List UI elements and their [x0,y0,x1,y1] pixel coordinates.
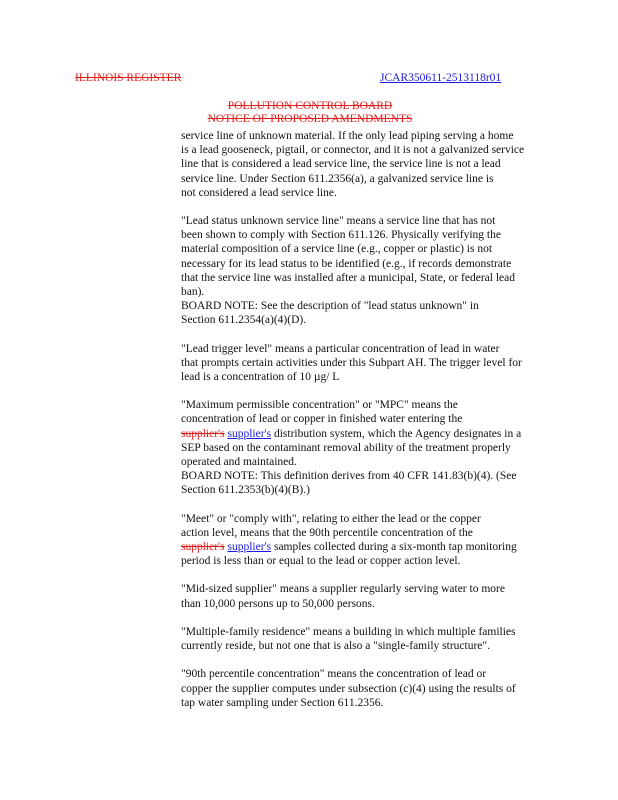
definition-90th-percentile [181,667,591,710]
text-line: been shown to comply with Section 611.126. Physically verifying the [181,229,501,242]
agency-heading [150,100,470,126]
paragraph-unknown-material [181,129,591,200]
text-line: "Multiple-family residence" means a building in which multiple families [181,625,516,638]
text-line: concentration of lead or copper in finished water entering the [181,413,463,426]
inserted-text: supplier's [227,541,272,554]
text-line: "Meet" or "comply with", relating to either the lead or the copper [181,512,481,525]
text-line: period is less than or equal to the lead or copper action level. [181,555,461,568]
definition-meet-comply [181,512,591,569]
text-line: copper the supplier computes under subsection (c)(4) using the results of [181,682,516,695]
text-line: "Mid-sized supplier" means a supplier regularly serving water to more [181,583,505,596]
text-line: necessary for its lead status to be identified (e.g., if records demonstrate [181,257,512,270]
definition-lead-status-unknown [181,214,591,328]
definition-mpc [181,398,591,497]
text-line: line that is considered a lead service line, the service line is not a lead [181,158,501,171]
board-note: BOARD NOTE: See the description of "lead status unknown" in [181,300,479,313]
board-note: BOARD NOTE: This definition derives from 40 CFR 141.83(b)(4). (See [181,470,517,483]
text-line: service line. Under Section 611.2356(a), a galvanized service line is [181,172,494,185]
text-line: that prompts certain activities under this Subpart AH. The trigger level for [181,356,522,369]
text-line: "Maximum permissible concentration" or "MPC" means the [181,399,458,412]
definition-multiple-family-residence [181,625,591,653]
text-line: lead is a concentration of 10 µg/ L [181,371,340,384]
text-line: currently reside, but not one that is also a "single-family structure". [181,640,490,653]
text-line: Section 611.2353(b)(4)(B).) [181,484,310,497]
text-line: "Lead trigger level" means a particular concentration of lead in water [181,342,500,355]
register-title: ILLINOIS REGISTER [75,72,182,84]
text-line: "90th percentile concentration" means the concentration of lead or [181,668,487,681]
text-line: SEP based on the contaminant removal ability of the treatment properly [181,441,511,454]
definition-lead-trigger-level [181,342,591,385]
text-line: is a lead gooseneck, pigtail, or connector, and it is not a galvanized service [181,144,525,157]
document-id: JCAR350611-2513118r01 [380,72,502,84]
text-line: action level, means that the 90th percentile concentration of the [181,526,473,539]
text-line: that the service line was installed after a municipal, State, or federal lead [181,271,515,284]
document-body [181,129,591,724]
deleted-text: supplier's [181,541,225,554]
text-line: ban). [181,286,205,299]
text-line-with-revision: supplier's supplier's samples collected during a six-month tap monitoring [181,541,517,554]
board-name: POLLUTION CONTROL BOARD [227,100,393,112]
inserted-text: supplier's [227,427,272,440]
text-line: "Lead status unknown service line" means a service line that has not [181,215,496,228]
text-line: than 10,000 persons up to 50,000 persons. [181,597,375,610]
definition-mid-sized-supplier [181,582,591,610]
text-line: tap water sampling under Section 611.2356. [181,696,384,709]
notice-title: NOTICE OF PROPOSED AMENDMENTS [207,113,413,125]
text-line: operated and maintained. [181,456,297,469]
text-line: material composition of a service line (e.g., copper or plastic) is not [181,243,493,256]
text-line-with-revision: supplier's supplier's distribution system, which the Agency designates in a [181,427,522,440]
text-line: Section 611.2354(a)(4)(D). [181,314,307,327]
text-line: not considered a lead service line. [181,186,337,199]
deleted-text: supplier's [181,427,225,440]
text-line: service line of unknown material. If the only lead piping serving a home [181,130,514,142]
